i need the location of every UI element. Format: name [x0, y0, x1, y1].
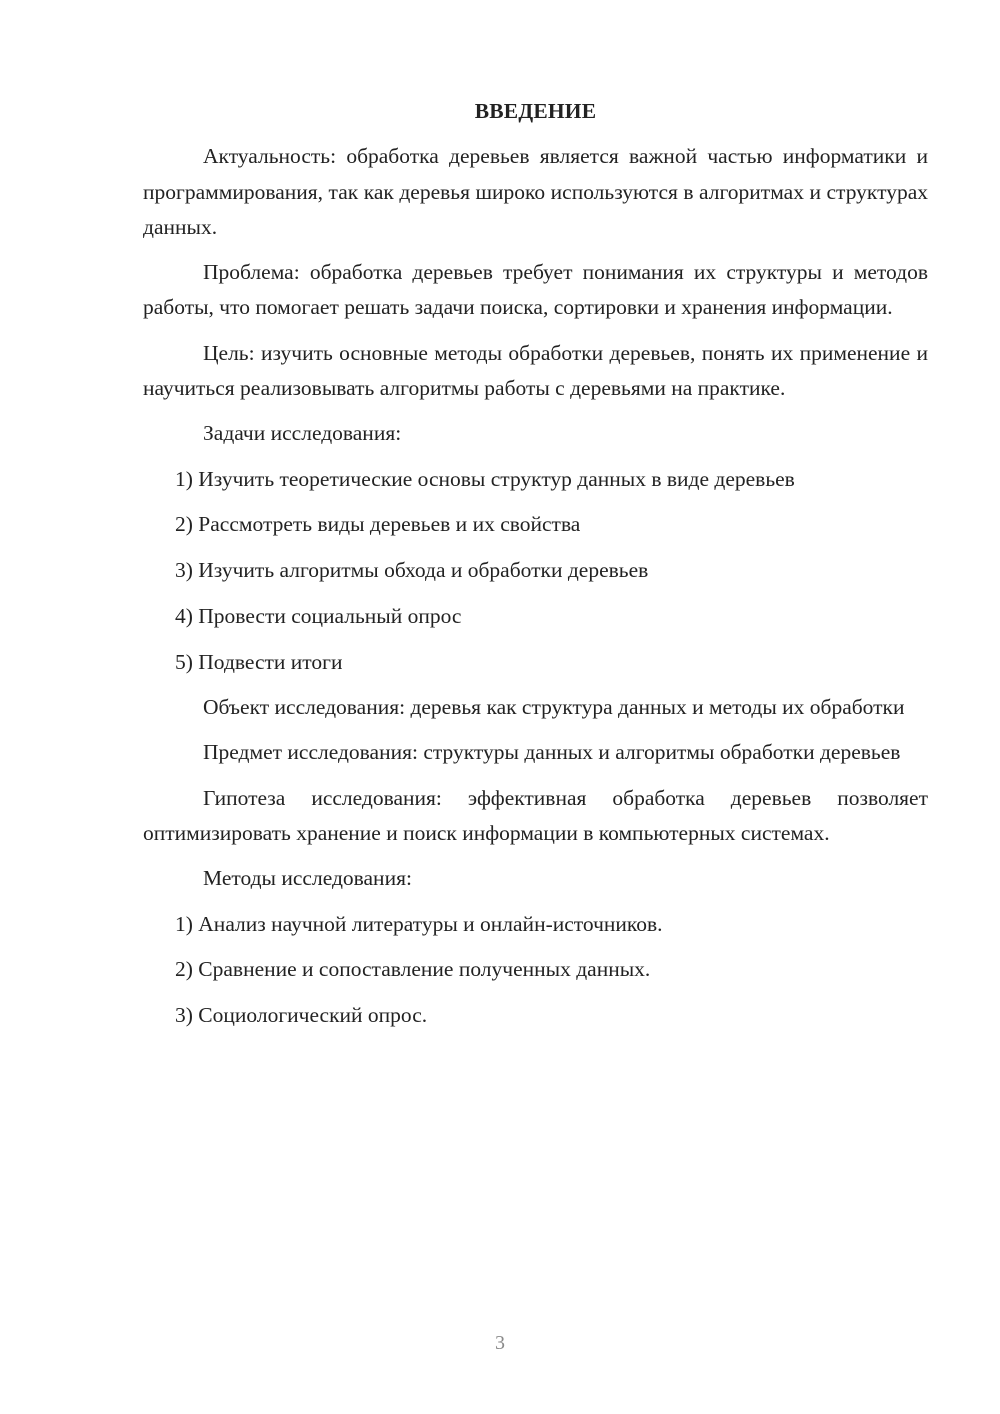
page-number: 3 [495, 1332, 505, 1354]
paragraph-subject: Предмет исследования: структуры данных и алгоритмы обработки деревьев [203, 740, 901, 765]
page-content [143, 94, 928, 1044]
section-heading: ВВЕДЕНИЕ [474, 99, 597, 123]
list-item: 2) Сравнение и сопоставление полученных данных. [175, 957, 651, 982]
tasks-list [143, 462, 928, 680]
paragraph-hypothesis: Гипотеза исследования: эффективная обработка деревьев позволяет оптимизировать хранение и поиск информации в компьютерных системах. [143, 785, 928, 846]
methods-title: Методы исследования: [203, 866, 412, 891]
list-item: 2) Рассмотреть виды деревьев и их свойства [175, 512, 581, 537]
list-item: 3) Изучить алгоритмы обхода и обработки деревьев [175, 558, 649, 583]
list-item: 3) Социологический опрос. [175, 1003, 428, 1028]
list-item: 1) Анализ научной литературы и онлайн-источников. [175, 911, 663, 936]
list-item: 4) Провести социальный опрос [175, 604, 462, 629]
paragraph-object: Объект исследования: деревья как структура данных и методы их обработки [203, 695, 905, 720]
methods-list [143, 907, 928, 1034]
paragraph-problem: Проблема: обработка деревьев требует понимания их структуры и методов работы, что помогает решать задачи поиска, сортировки и хранения информации. [143, 260, 928, 320]
list-item: 5) Подвести итоги [175, 649, 343, 674]
list-item: 1) Изучить теоретические основы структур данных в виде деревьев [175, 466, 795, 491]
paragraph-goal: Цель: изучить основные методы обработки деревьев, понять их применение и научиться реализовывать алгоритмы работы с деревьями на практике. [143, 340, 928, 401]
tasks-title: Задачи исследования: [203, 421, 402, 446]
paragraph-relevance: Актуальность: обработка деревьев является важной частью информатики и программирования, так как деревья широко используются в алгоритмах и структурах данных. [143, 144, 928, 239]
